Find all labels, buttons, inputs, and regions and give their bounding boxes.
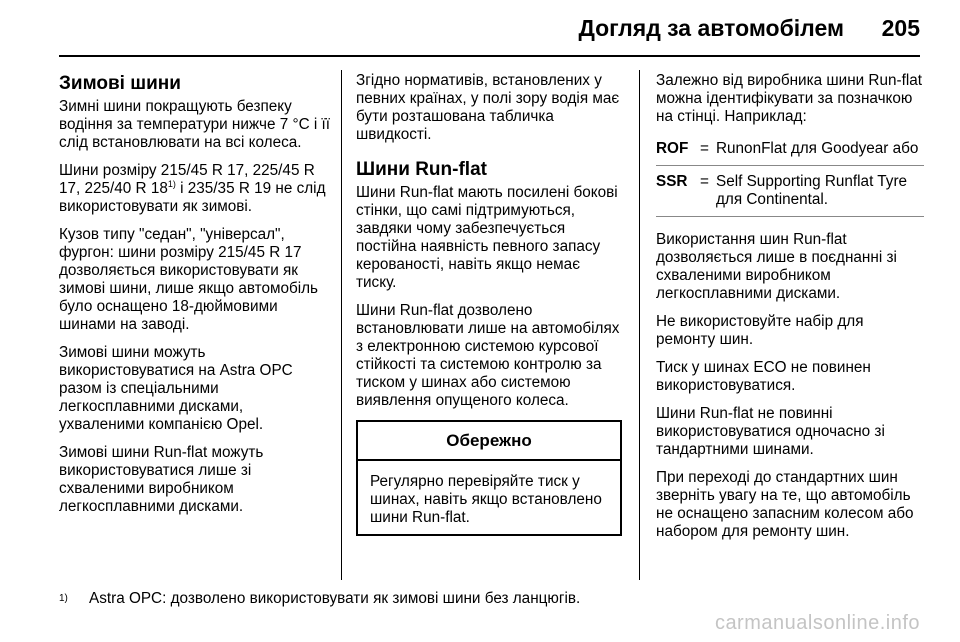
page-title: Догляд за автомобілем xyxy=(578,15,844,41)
header-divider xyxy=(59,55,920,57)
column-divider-1 xyxy=(341,70,342,580)
column-runflat xyxy=(356,72,624,536)
marking-codes-table xyxy=(656,136,924,217)
paragraph: Шини Run-flat дозволено встановлювати лише на автомобілях з електронною системою курсової стійкості та системою контролю за тиском у шинах або системою виявлення опущеного колеса. xyxy=(356,302,620,409)
column-runflat-continued xyxy=(656,72,924,551)
table-row: ROF = RunonFlat для Goodyear або xyxy=(656,136,924,166)
code-key: SSR xyxy=(656,173,688,190)
paragraph: Шини Run-flat не повинні використовуватися одночасно зі тандартними шинами. xyxy=(656,405,885,458)
paragraph: Зимові шини Run-flat можуть використовуватися лише зі схваленими виробником легкосплавними дисками. xyxy=(59,444,264,515)
caution-title: Обережно xyxy=(358,422,620,461)
footnote-text: Astra OPC: дозволено використовувати як зимові шини без ланцюгів. xyxy=(89,590,581,607)
section-heading-winter-tyres: Зимові шини xyxy=(59,73,181,94)
paragraph: При переході до стандартних шин зверніть увагу на те, що автомобіль не оснащено запасним колесом або набором для ремонту шин. xyxy=(656,469,914,540)
caution-box xyxy=(356,420,622,536)
column-divider-2 xyxy=(639,70,640,580)
table-row: SSR = Self Supporting Runflat Tyre для Continental. xyxy=(656,166,924,217)
paragraph: Залежно від виробника шини Run-flat можна ідентифікувати за позначкою на стінці. Наприклад: xyxy=(656,72,922,125)
paragraph: Кузов типу "седан", "універсал", фургон: шини розміру 215/45 R 17 дозволяється використовувати як зимові шини, лише якщо автомобіль було оснащено 18-дюймовими шинами на заводі. xyxy=(59,226,319,333)
footnote-ref: 1) xyxy=(167,178,176,189)
caution-body: Регулярно перевіряйте тиск у шинах, навіть якщо встановлено шини Run-flat. xyxy=(370,473,602,526)
code-description: Self Supporting Runflat Tyre для Continental. xyxy=(716,173,908,208)
paragraph: Згідно нормативів, встановлених у певних країнах, у полі зору водія має бути розташована табличка швидкості. xyxy=(356,72,620,143)
footnote xyxy=(59,590,580,608)
watermark: carmanualsonline.info xyxy=(714,612,920,634)
footnote-mark: 1) xyxy=(59,593,68,604)
code-key: ROF xyxy=(656,140,689,157)
section-heading-runflat: Шини Run-flat xyxy=(356,159,487,180)
paragraph: Не використовуйте набір для ремонту шин. xyxy=(656,313,864,348)
paragraph: Шини Run-flat мають посилені бокові стінки, що самі підтримуються, завдяки чому забезпечується постійна наявність певного запасу керованості, навіть якщо немає тиску. xyxy=(356,184,618,291)
paragraph: Зимні шини покращують безпеку водіння за температури нижче 7 °C і її слід встановлювати на всі колеса. xyxy=(59,98,331,151)
paragraph: Шини розміру 215/45 R 17, 225/45 R 17, 225/40 R 18$^{1)}$ і 235/35 R 19 не слід використовувати як зимові. xyxy=(59,162,326,215)
paragraph: Використання шин Run-flat дозволяється лише в поєднанні зі схваленими виробником легкосплавними дисками. xyxy=(656,231,897,302)
page-number: 205 xyxy=(881,15,920,41)
paragraph: Тиск у шинах ECO не повинен використовуватися. xyxy=(656,359,871,394)
page-header xyxy=(0,0,960,70)
code-description: RunonFlat для Goodyear або xyxy=(716,140,919,157)
paragraph: Зимові шини можуть використовуватися на Astra OPC разом із спеціальними легкосплавними дисками, ухваленими компанією Opel. xyxy=(59,344,293,433)
column-winter-tyres xyxy=(59,72,331,526)
